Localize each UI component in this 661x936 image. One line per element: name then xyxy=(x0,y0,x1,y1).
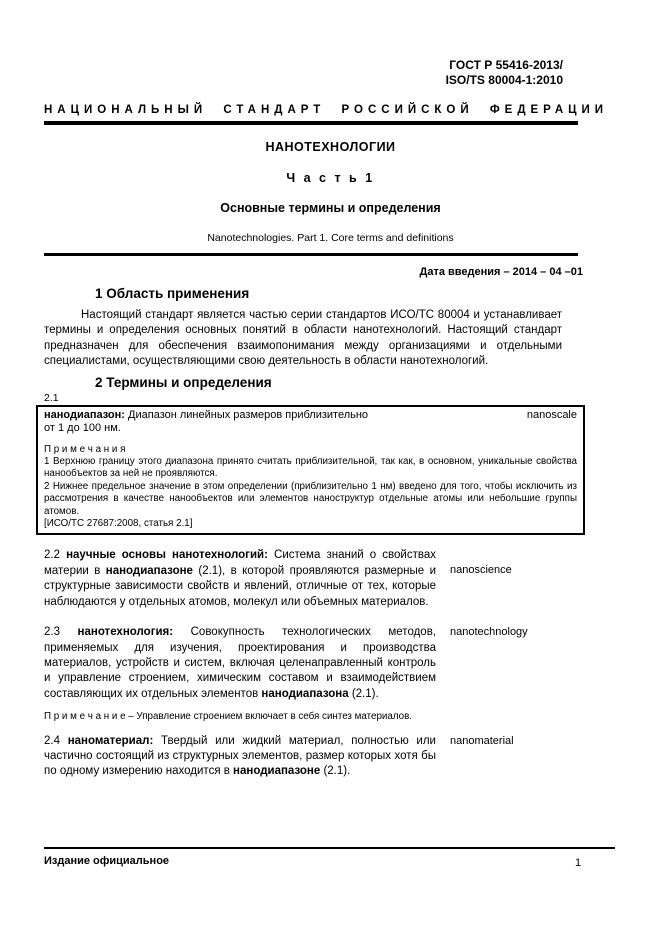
term-2-1-definition-line2: от 1 до 100 нм. xyxy=(44,422,121,435)
term-2-4-definition: 2.4 наноматериал: Твердый или жидкий материал, полностью или частично состоящий из структурных элементов, размер которых хотя бы по одному измерению находится в нанодиапазоне (2.1). xyxy=(44,734,436,778)
term-2-1-notes xyxy=(44,444,577,531)
document-part: Ч а с т ь 1 xyxy=(286,171,375,185)
term-2-1-english: nanoscale xyxy=(526,408,577,421)
doc-number-iso: ISO/TS 80004-1:2010 xyxy=(445,73,563,87)
term-2-2-row xyxy=(44,548,661,610)
term-2-4-english: nanomaterial xyxy=(450,734,514,747)
term-2-2-definition: 2.2 научные основы нанотехнологий: Система знаний о свойствах материи в нанодиапазоне (2.1), в которой проявляются размерные и структурные зависимости свойств и явлений, отличные от тех, которые наблюдаются у отдельных атомов, молекул или объемных материалов. xyxy=(44,549,436,608)
term-2-3-english: nanotechnology xyxy=(450,626,528,639)
term-2-4-row xyxy=(44,734,661,780)
document-title: НАНОТЕХНОЛОГИИ xyxy=(265,140,396,154)
term-2-1-box xyxy=(36,405,585,536)
title-rule xyxy=(44,253,578,256)
page-number: 1 xyxy=(575,857,582,869)
section-1-heading: 1 Область применения xyxy=(95,286,250,301)
term-2-1-definition-line xyxy=(44,409,577,423)
note-1: 1 Верхнюю границу этого диапазона принято считать приблизительной, так как, в основном, уникальные свойства нанообъектов за ней не проявляются. xyxy=(44,456,577,480)
term-2-3-note: П р и м е ч а н и е – Управление строением включает в себя синтез материалов. xyxy=(44,711,413,723)
term-2-3-row xyxy=(44,625,661,702)
term-2-1-definition: нанодиапазон: Диапазон линейных размеров приблизительно xyxy=(44,408,369,421)
header-rule xyxy=(44,121,578,125)
term-2-3-definition: 2.3 нанотехнология: Совокупность технологических методов, применяемых для изучения, проектирования и производства материалов, устройств и систем, включая целенаправленный контроль и управление строением, химическим составом и взаимодействием составляющих их отдельных элементов нанодиапазона (2.1). xyxy=(44,626,437,700)
doc-number-gost: ГОСТ Р 55416-2013/ xyxy=(449,58,563,72)
notes-heading: П р и м е ч а н и я xyxy=(44,443,126,455)
term-2-1-source: [ИСО/ТС 27687:2008, статья 2.1] xyxy=(44,518,193,530)
official-edition-label: Издание официальное xyxy=(44,855,170,867)
term-2-1-number: 2.1 xyxy=(44,391,59,404)
national-standard-banner: НАЦИОНАЛЬНЫЙ СТАНДАРТ РОССИЙСКОЙ ФЕДЕРАЦИИ xyxy=(44,104,609,116)
term-2-2-english: nanoscience xyxy=(450,564,512,577)
effective-date: Дата введения – 2014 – 04 –01 xyxy=(419,266,583,278)
doc-number-block xyxy=(0,58,563,88)
note-2: 2 Нижнее предельное значение в этом определении (приблизительно 1 нм) введено для того, чтобы исключить из рассмотрения в качестве нанообъектов или элементов наноструктур отдельные атомы или небольшие группы атомов. xyxy=(44,480,577,517)
document-subtitle: Основные термины и определения xyxy=(220,201,441,215)
footer-rule xyxy=(44,847,615,849)
section-2-heading: 2 Термины и определения xyxy=(95,374,272,390)
section-1-paragraph: Настоящий стандарт является частью серии стандартов ИСО/ТС 80004 и устанавливает термины и определения основных понятий в области нанотехнологий. Настоящий стандарт предназначен для обеспечения взаимопонимания между организациями и отдельными специалистами, осуществляющими свою деятельность в области нанотехнологий. xyxy=(44,309,562,368)
document-subtitle-english: Nanotechnologies. Part 1. Core terms and definitions xyxy=(207,232,454,244)
